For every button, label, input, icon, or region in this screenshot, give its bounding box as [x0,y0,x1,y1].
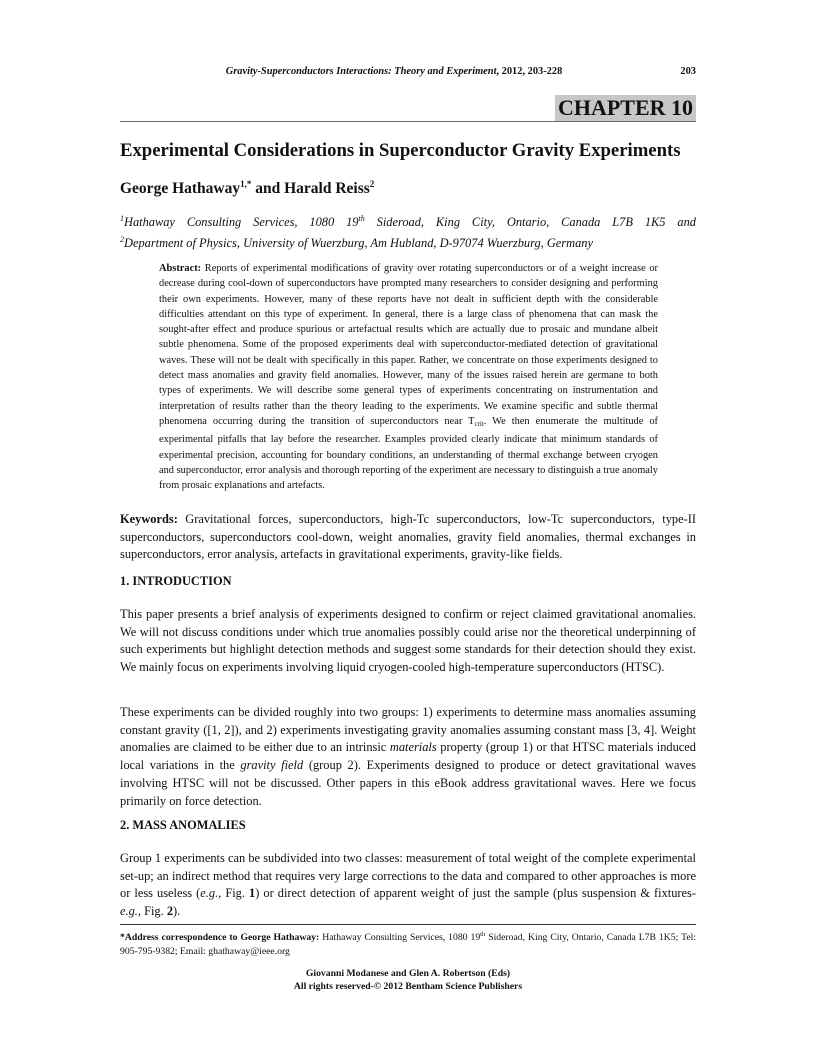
figure-ref[interactable]: 2 [166,904,174,919]
editors-line: Giovanni Modanese and Glen A. Robertson (Eds) [305,968,511,979]
emphasis: e.g., [120,904,141,919]
rights-line: All rights reserved-© 2012 Bentham Science Publishers [293,981,523,992]
affil-mark: 1 [120,214,124,223]
ordinal-suffix: th [480,931,486,938]
section-heading: 1. INTRODUCTION [120,574,232,588]
text-run: property (group 1) or that HTSC materials induced local variations in the [120,740,696,773]
paragraph [120,850,696,921]
text-run: Group 1 experiments can be subdivided into two classes: measurement of total weight of the complete experimental set-up; an indirect method that requires very large corrections to the data and compared to other approaches is more or less useless ( [120,851,696,901]
emphasis: gravity field [240,758,304,773]
figure-ref[interactable]: 1 [249,886,256,901]
footnote-text: Sideroad, King City, Ontario, Canada L7B 1K5; Tel: 905-795-9382; Email: ghathaway@ieee.org [120,932,697,957]
journal-title: Gravity-Superconductors Interactions: Theory and Experiment [225,66,497,77]
text-run: (group 2). Experiments designed to produce or detect gravitational waves involving HTSC will not be discussed. Other papers in this eBook address gravitational waves. Here we focus primarily on force detection. [120,758,697,808]
footnote-label: *Address correspondence to George Hathaway: [120,932,320,943]
affiliation-2 [120,231,696,252]
abstract-text: Reports of experimental modifications of gravity over rotating superconductors or of a weight increase or decrease during cool-down of superconductors have prompted many researchers to consider designing and performing their own experiments. However, many of these reports have not dealt in sufficient depth with the considerable difficulties attendant on this type of experiment. In general, there is a large class of phenomena that can mask the sought-after effect and produce spurious or artefactual results which are actually due to prosaic and mundane albeit subtle phenomena. Some of the proposed experiments deal with superconductor-mediated detection of gravitational waves. These will not be dealt with specifically in this paper. Rather, we concentrate on those experiments designed to detect mass anomalies and gravity field anomalies. However, many of the issues raised herein are germane to both types of experiments. We will describe some general types of experiments concentrating on instrumentation and interpretation of results rather than the theory leading to the experiments. We examine specific and subtle thermal phenomena occurring during the transition of superconductors near T [159,263,658,427]
journal-year-pages: , 2012, 203-228 [496,66,563,77]
paper-title: Experimental Considerations in Superconductor Gravity Experiments [120,140,681,161]
page-number: 203 [680,66,696,77]
keywords-text: Gravitational forces, superconductors, high-Tc superconductors, low-Tc superconductors, type-II superconductors, superconductors cool-down, weight anomalies, gravity field anomalies, thermal exchanges in superconductors, error analysis, artefacts in gravitational experiments, gravity-like fields. [120,512,696,561]
abstract-label: Abstract: [159,263,202,274]
paragraph [120,704,696,810]
abstract-text: . We then enumerate the multitude of experimental pitfalls that lay before the researcher. Examples provided clearly indicate that minimum standards of experimental precision, accounting for boundary conditions, an understanding of thermal exchange between cryogen and superconductor, error analysis and thorough reporting of the experiment are necessary to distinguish a true anomaly from prosaic explanations and artefacts. [159,415,658,492]
affiliations [120,210,696,252]
author-affil-mark: 2 [369,179,375,189]
emphasis: materials [389,740,437,755]
paragraph: This paper presents a brief analysis of experiments designed to confirm or reject claimed gravitational anomalies. We will not discuss conditions under which true anomalies possibly could arise nor the theoretical underpinning of such experiments but highlight detection methods and suggest some standards for their detection should they exist. We mainly focus on experiments involving liquid cryogen-cooled high-temperature superconductors (HTSC). [120,607,696,675]
text-run: These experiments can be divided roughly into two groups: 1) experiments to determine mass anomalies assuming constant gravity ([1, 2]), and 2) experiments investigating gravity anomalies assuming constant mass [3, 4]. Weight anomalies are claimed to be either due to an intrinsic [120,705,696,755]
keywords-label: Keywords: [120,512,178,526]
chapter-label: CHAPTER 10 [555,95,696,121]
section-heading: 2. MASS ANOMALIES [120,818,246,832]
keywords [120,511,696,564]
author-name: Harald Reiss [284,180,370,197]
emphasis: e.g., [200,886,222,901]
affil-text: Department of Physics, University of Wuerzburg, Am Hubland, D-97074 Wuerzburg, Germany [124,236,593,250]
text-run: ). [173,904,181,919]
text-run: ) or direct detection of apparent weight of just the sample (plus suspension & fixtures- [255,886,696,901]
author-joiner: and [251,180,285,197]
author-name: George Hathaway [120,180,241,197]
author-list [120,179,374,198]
subscript: crit [474,419,484,428]
running-head [122,66,696,77]
affil-text: Sideroad, King City, Ontario, Canada L7B 1K5 and [364,215,696,229]
affiliation-1 [120,210,696,231]
footnote-rule [120,924,696,925]
author-affil-mark: 1,* [240,179,252,189]
text-run: Fig. [141,904,167,919]
publisher-info [120,967,696,993]
affil-mark: 2 [120,235,124,244]
text-run: Fig. [221,886,250,901]
ordinal-suffix: th [358,214,365,223]
correspondence-footnote [120,928,696,959]
header-rule [120,121,696,122]
abstract [159,261,658,493]
footnote-text: Hathaway Consulting Services, 1080 19 [319,932,481,943]
affil-text: Hathaway Consulting Services, 1080 19 [124,215,359,229]
